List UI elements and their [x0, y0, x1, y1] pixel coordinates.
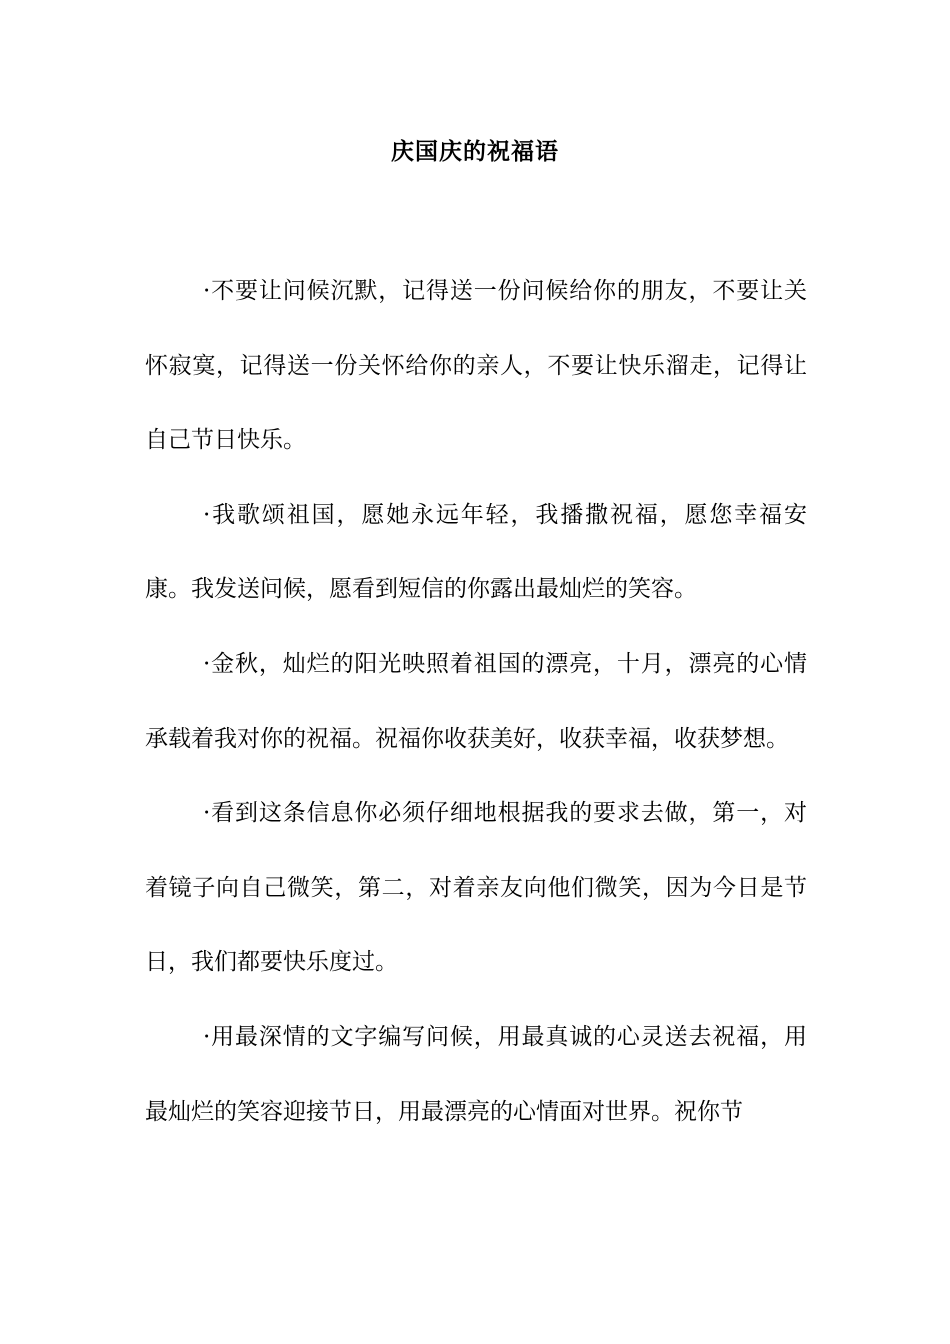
paragraph: ·用最深情的文字编写问候，用最真诚的心灵送去祝福，用最灿烂的笑容迎接节日，用最漂亮的心情面对世界。祝你节: [145, 1023, 807, 1125]
paragraph: ·金秋，灿烂的阳光映照着祖国的漂亮，十月，漂亮的心情承载着我对你的祝福。祝福你收获美好，收获幸福，收获梦想。: [145, 650, 807, 752]
document-body: [145, 254, 807, 1149]
paragraph: ·我歌颂祖国，愿她永远年轻，我播撒祝福，愿您幸福安康。我发送问候，愿看到短信的你露出最灿烂的笑容。: [145, 501, 807, 603]
document-title: 庆国庆的祝福语: [391, 139, 559, 165]
paragraph: ·看到这条信息你必须仔细地根据我的要求去做，第一，对着镜子向自己微笑，第二，对着亲友向他们微笑，因为今日是节日，我们都要快乐度过。: [145, 800, 807, 976]
paragraph: ·不要让问候沉默，记得送一份问候给你的朋友，不要让关怀寂寞，记得送一份关怀给你的亲人，不要让快乐溜走，记得让自己节日快乐。: [145, 278, 807, 454]
